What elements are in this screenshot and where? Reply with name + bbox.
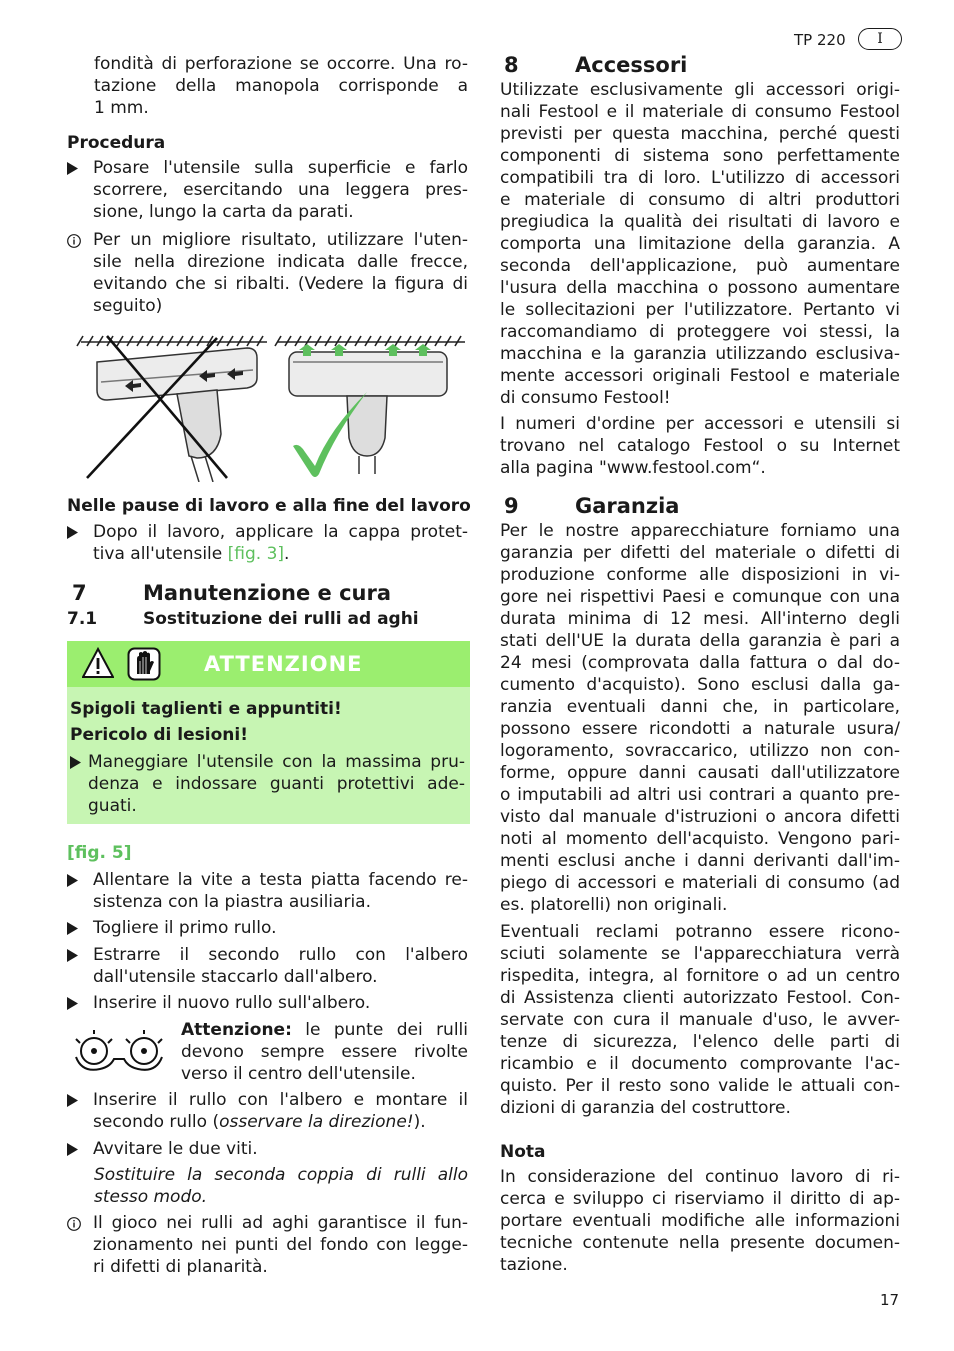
text-line: Dopo il lavoro, applicare la cappa protet- [93, 522, 468, 542]
warning-triangle-icon [82, 647, 114, 684]
roller-direction-icon [70, 1029, 168, 1082]
doc-code: TP 220 [794, 31, 846, 49]
info-icon [67, 1215, 81, 1233]
procedura-note-text [93, 229, 468, 317]
text-line: quisto. Per il resto sono valide le attuali con- [500, 1076, 900, 1096]
wall-surface-hatch [77, 336, 267, 346]
text-line: es. platorelli) non originali. [500, 895, 728, 915]
text-line: ranzia eventuali danni che, in particolare, [500, 697, 900, 717]
text-line: Inserire il rullo con l'albero e montare il [93, 1090, 468, 1110]
text-line: pregiudica la qualità dei risultati di lavoro e [500, 212, 900, 232]
bullet-arrow-icon [67, 949, 79, 963]
text-line: servate con cura il manuale d'uso, le avver- [500, 1010, 900, 1030]
final-note-block [67, 1212, 468, 1278]
text-line: noti al momento dell'acquisto. Vengono pari- [500, 829, 900, 849]
step-text [93, 1138, 468, 1160]
text-line: e materiale di consumo di altri produttori [500, 190, 900, 210]
text-span: ). [413, 1112, 426, 1132]
text-line: o imputabili ad altri usi contrari a quanto pre- [500, 785, 900, 805]
text-line: In considerazione del continuo lavoro di ri- [500, 1167, 900, 1187]
attention-label: Attenzione: [181, 1020, 292, 1040]
procedura-bullet-block [67, 157, 468, 223]
section-7-heading [72, 580, 468, 606]
step-4 [67, 992, 468, 1014]
text-line: garanzia per difetti del materiale o difetti di [500, 543, 900, 563]
text-line: comporta una limitazione della garanzia. A [500, 234, 900, 254]
text-line: Avvitare le due viti. [93, 1139, 258, 1159]
text-span: tiva all'utensile [93, 544, 228, 564]
text-line: seconda dell'applicazione, può aumentare [500, 256, 900, 276]
text-line: forme, oppure danni causati dall'utilizzatore [500, 763, 900, 783]
intro-paragraph [94, 53, 468, 119]
text-line: logoramento, sovraccarico, utilizzo non con- [500, 741, 900, 761]
bullet-arrow-icon [67, 162, 79, 176]
text-line: Posare l'utensile sulla superficie e farlo [93, 158, 468, 178]
step-text [93, 1089, 468, 1133]
text-line: stesso modo. [94, 1187, 208, 1207]
warning-body [67, 687, 470, 824]
usage-illustration [67, 334, 467, 482]
attention-note [181, 1019, 468, 1085]
text-line: sile nella direzione indicata dalle frecce, [93, 252, 468, 272]
procedura-bullet-text [93, 157, 468, 223]
text-line: Eventuali reclami potranno essere ricono- [500, 922, 900, 942]
step-6 [67, 1138, 468, 1160]
bullet-arrow-icon [70, 756, 82, 770]
nota-paragraph [500, 1166, 900, 1276]
text-line: tenze di sicurezza, l'elenco delle parti di [500, 1032, 900, 1052]
text-line: portare eventuali modifiche alle informazioni [500, 1211, 900, 1231]
text-line: tazione. [500, 1255, 568, 1275]
text-line: 24 mesi (comprovata dalla fattura o dal do- [500, 653, 900, 673]
section-8-heading [504, 52, 900, 78]
text-line [93, 1111, 468, 1133]
garanzia-paragraph-1 [500, 520, 900, 916]
text-line: dizioni di garanzia del costruttore. [500, 1098, 791, 1118]
section-9-heading [504, 493, 900, 519]
text-line: Per le nostre apparecchiature forniamo una [500, 521, 900, 541]
text-line: zionamento nei punti del fondo con legge- [93, 1235, 468, 1255]
gloves-icon [127, 647, 161, 686]
language-badge [858, 28, 902, 50]
text-line: sciuti solamente se l'apparecchiatura verrà [500, 944, 900, 964]
text-line: tecniche contenute nella presente documen- [500, 1233, 900, 1253]
warning-header [67, 641, 470, 687]
section-number: 9 [504, 494, 519, 518]
section-title: Sostituzione dei rulli ad aghi [143, 609, 419, 629]
text-line: I numeri d'ordine per accessori e utensili si [500, 414, 900, 434]
step-text [93, 992, 468, 1014]
section-number: 8 [504, 53, 519, 77]
text-line: cerca e sviluppo ci riserviamo il diritto di ap- [500, 1189, 900, 1209]
text-line: mente accessori originali Festool e materiale [500, 366, 900, 386]
text-line: l'usura della macchina o possono aumentare [500, 278, 900, 298]
text-line: nali Festool e il materiale di consumo Festool [500, 102, 900, 122]
fig-3-link[interactable]: [fig. 3] [227, 544, 285, 564]
text-span: osservare la direzione! [219, 1112, 414, 1132]
section-title: Accessori [575, 53, 688, 77]
text-line: ri difetti di planarità. [93, 1257, 268, 1277]
fig-5-link[interactable]: [fig. 5] [67, 843, 132, 863]
bullet-arrow-icon [67, 874, 79, 888]
text-line: visto dal manuale d'istruzioni o ancora difetti [500, 807, 900, 827]
warning-title: ATTENZIONE [204, 652, 363, 676]
bullet-arrow-icon [67, 526, 79, 540]
accessori-paragraph-2 [500, 413, 900, 479]
text-line: componenti di sistema sono perfettamente [500, 146, 900, 166]
nota-title: Nota [500, 1142, 546, 1162]
text-span: le punte dei rulli [291, 1020, 468, 1040]
text-line: Per un migliore risultato, utilizzare l'uten- [93, 230, 468, 250]
text-line: ricambio e il documento comprovante l'ac- [500, 1054, 900, 1074]
section-title: Manutenzione e cura [143, 581, 392, 605]
text-line: trovano nel catalogo Festool o su Internet [500, 436, 900, 456]
section-number: 7.1 [67, 609, 98, 629]
warning-bullet-text [88, 751, 465, 817]
section-number: 7 [72, 581, 87, 605]
text-line: Utilizzate esclusivamente gli accessori origi- [500, 80, 900, 100]
text-line: alla pagina "www.festool.com“. [500, 458, 766, 478]
text-line [93, 543, 468, 565]
text-line: gore nei rispettivi Paesi e comunque con una [500, 587, 900, 607]
text-line: Inserire il nuovo rullo sull'albero. [93, 993, 371, 1013]
text-line: Togliere il primo rullo. [93, 918, 277, 938]
text-line: denza e indossare guanti protettivi ade- [88, 774, 465, 794]
text-line: previsti per questa macchina, perché questi [500, 124, 900, 144]
text-line: le sollecitazioni per l'utilizzatore. Pertanto vi [500, 300, 900, 320]
procedura-title: Procedura [67, 133, 166, 153]
text-line: sione, lungo la carta da parati. [93, 202, 354, 222]
bullet-arrow-icon [67, 1094, 79, 1108]
language-badge-label: I [877, 31, 883, 47]
text-line: devono sempre essere rivolte [181, 1042, 468, 1062]
section-7-1-heading [67, 609, 468, 631]
text-line: seguito) [93, 296, 163, 316]
section-title: Garanzia [575, 494, 680, 518]
intro-line: 1 mm. [94, 98, 149, 118]
text-line: produzione conforme alle disposizioni in vi- [500, 565, 900, 585]
warning-line-2: Pericolo di lesioni! [70, 725, 248, 745]
warning-bullet [70, 751, 465, 817]
text-line: di consumo Festool! [500, 388, 671, 408]
warning-line-1: Spigoli taglienti e appuntiti! [70, 699, 342, 719]
text-line: Maneggiare l'utensile con la massima pru- [88, 752, 465, 772]
pause-title: Nelle pause di lavoro e alla fine del lavoro [67, 496, 471, 516]
step-2 [67, 917, 468, 939]
intro-line: fondità di perforazione se occorre. Una ro- [94, 54, 468, 74]
italic-note [94, 1164, 468, 1208]
pause-bullet-block [67, 521, 468, 565]
step-text [93, 944, 468, 988]
text-line: cumento d'acquisto). Sono esclusi dalla ga- [500, 675, 900, 695]
tool-wrong-icon [97, 348, 257, 482]
text-line: compatibili tra di loro. L'utilizzo di accessori [500, 168, 900, 188]
step-text [93, 917, 468, 939]
text-line: Sostituire la seconda coppia di rulli allo [94, 1165, 468, 1185]
text-line: rispedita, integra, al fornitore o ad un centro [500, 966, 900, 986]
text-line: Il gioco nei rulli ad aghi garantisce il fun- [93, 1213, 468, 1233]
bullet-arrow-icon [67, 1143, 79, 1157]
text-span: . [284, 544, 290, 564]
final-note-text [93, 1212, 468, 1278]
info-icon [67, 232, 81, 250]
pause-bullet-text [93, 521, 468, 565]
step-text [93, 869, 468, 913]
accessori-paragraph-1 [500, 79, 900, 409]
text-span: secondo rullo ( [93, 1112, 220, 1132]
text-line [181, 1019, 468, 1041]
text-line: durata minima di 12 mesi. All'interno degli [500, 609, 900, 629]
text-line: macchina e la garanzia utilizzando esclusiva- [500, 344, 900, 364]
text-line: guati. [88, 796, 137, 816]
text-line: di Assistenza clienti autorizzato Festool. Con- [500, 988, 900, 1008]
text-line: sistenza con la piastra ausiliaria. [93, 892, 371, 912]
bullet-arrow-icon [67, 922, 79, 936]
tool-correct-icon [289, 352, 447, 474]
step-5 [67, 1089, 468, 1133]
text-line: scorrere, esercitando una leggera pres- [93, 180, 468, 200]
text-line: raccomandiamo di proteggere voi stessi, la [500, 322, 900, 342]
text-line: Allentare la vite a testa piatta facendo re- [93, 870, 468, 890]
text-line: menti esclusi anche i danni derivanti dall'im- [500, 851, 900, 871]
page-number: 17 [880, 1291, 900, 1309]
text-line: stati dell'UE la durata della garanzia è pari a [500, 631, 900, 651]
text-line: verso il centro dell'utensile. [181, 1064, 416, 1084]
step-3 [67, 944, 468, 988]
procedura-note-block [67, 229, 468, 319]
garanzia-paragraph-2 [500, 921, 900, 1119]
step-1 [67, 869, 468, 913]
warning-box [67, 641, 470, 824]
text-line: possono essere ricondotti a naturale usura/ [500, 719, 900, 739]
intro-line: tazione della manopola corrisponde a [94, 76, 468, 96]
text-line: piego di accessori e materiali di consumo (ad [500, 873, 900, 893]
text-line: dall'utensile staccarlo dall'albero. [93, 967, 378, 987]
text-line: Estrarre il secondo rullo con l'albero [93, 945, 468, 965]
text-line: evitando che si ribalti. (Vedere la figura di [93, 274, 468, 294]
bullet-arrow-icon [67, 997, 79, 1011]
